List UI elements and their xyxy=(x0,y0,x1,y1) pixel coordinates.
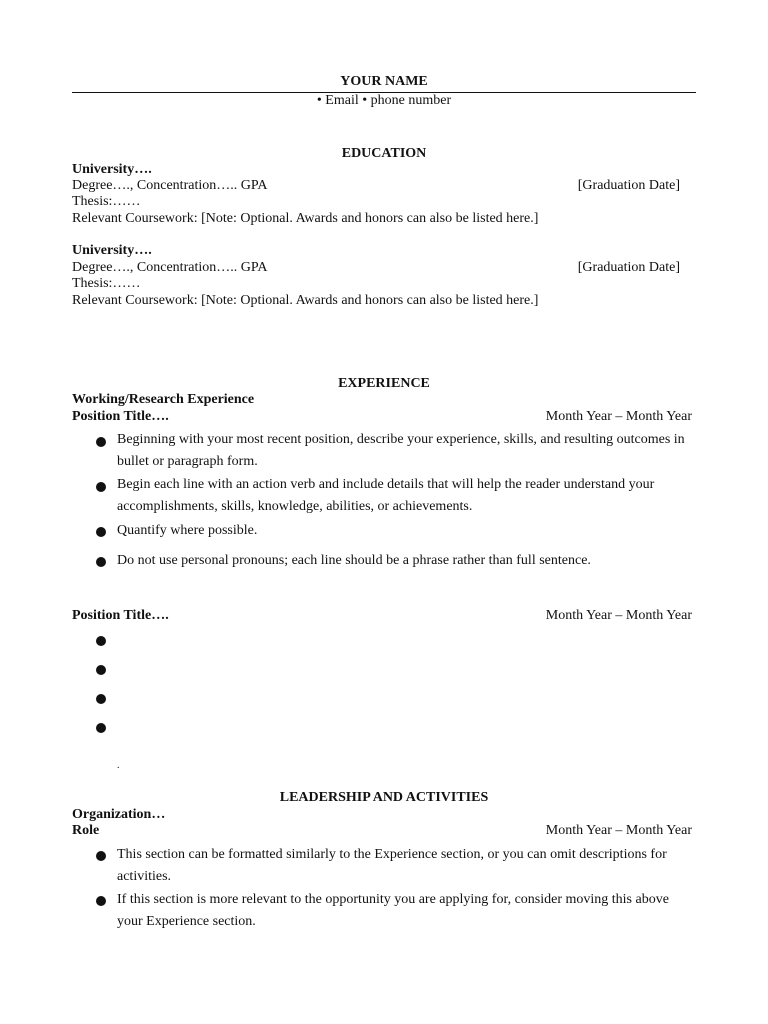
resume-name: YOUR NAME xyxy=(340,74,428,89)
organization-name: Organization… xyxy=(72,807,166,822)
bullet-icon xyxy=(96,723,106,733)
bullet-text: Beginning with your most recent position, describe your experience, skills, and resulting outcomes in bullet or paragraph form. xyxy=(117,432,685,469)
bullet-text: If this section is more relevant to the opportunity you are applying for, consider moving this above your Experience section. xyxy=(117,892,669,929)
position-dates: Month Year – Month Year xyxy=(545,608,692,623)
bullet-text: This section can be formatted similarly to the Experience section, or you can omit descriptions for activities. xyxy=(117,847,667,884)
bullet-icon xyxy=(96,636,106,646)
bullet-icon xyxy=(96,557,106,567)
university-name: University…. xyxy=(72,243,152,258)
bullet-icon xyxy=(96,482,106,492)
graduation-date: [Graduation Date] xyxy=(577,260,680,275)
bullet-text: Do not use personal pronouns; each line should be a phrase rather than full sentence. xyxy=(117,553,591,568)
bullet-icon xyxy=(96,665,106,675)
education-heading: EDUCATION xyxy=(341,146,427,161)
experience-heading: EXPERIENCE xyxy=(338,376,430,391)
bullet-icon xyxy=(96,437,106,447)
degree-line: Degree…., Concentration….. GPA xyxy=(72,178,268,193)
thesis-line: Thesis:…… xyxy=(72,276,141,291)
position-title: Position Title…. xyxy=(72,409,169,424)
bullet-icon xyxy=(96,896,106,906)
leadership-heading: LEADERSHIP AND ACTIVITIES xyxy=(279,790,489,805)
bullet-text: Quantify where possible. xyxy=(117,523,258,538)
trailing-mark: . xyxy=(117,760,120,771)
contact-line: • Email • phone number xyxy=(316,93,452,108)
role-title: Role xyxy=(72,823,100,838)
coursework-line: Relevant Coursework: [Note: Optional. Awards and honors can also be listed here.] xyxy=(72,211,539,226)
bullet-text: Begin each line with an action verb and include details that will help the reader understand your accomplishments, skills, knowledge, abilities, or achievements. xyxy=(117,477,655,514)
experience-subheading: Working/Research Experience xyxy=(72,392,255,407)
thesis-line: Thesis:…… xyxy=(72,194,141,209)
position-title: Position Title…. xyxy=(72,608,169,623)
bullet-icon xyxy=(96,851,106,861)
bullet-icon xyxy=(96,527,106,537)
role-dates: Month Year – Month Year xyxy=(545,823,692,838)
coursework-line: Relevant Coursework: [Note: Optional. Awards and honors can also be listed here.] xyxy=(72,293,539,308)
graduation-date: [Graduation Date] xyxy=(577,178,680,193)
degree-line: Degree…., Concentration….. GPA xyxy=(72,260,268,275)
university-name: University…. xyxy=(72,162,152,177)
position-dates: Month Year – Month Year xyxy=(545,409,692,424)
bullet-icon xyxy=(96,694,106,704)
